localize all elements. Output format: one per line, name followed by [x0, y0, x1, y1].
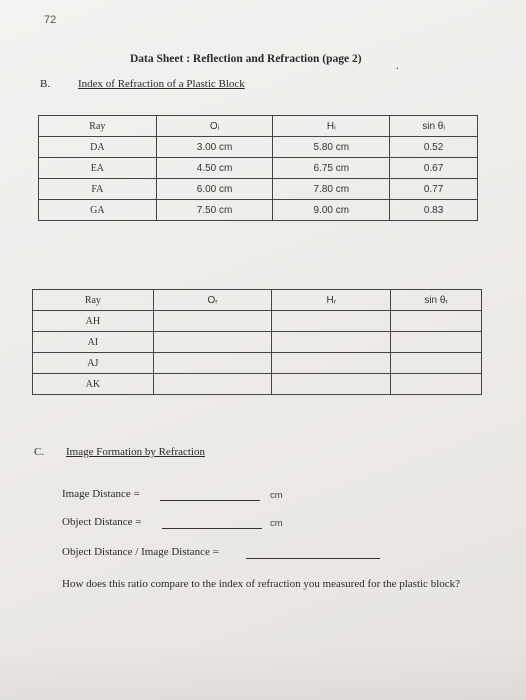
cell-ray: FA [39, 179, 157, 200]
object-distance-blank[interactable] [162, 527, 262, 529]
table-header-row [39, 116, 478, 137]
paper-shadow [0, 640, 526, 700]
header-hypotenuse: Hᵣ [272, 290, 391, 311]
table-row [33, 332, 482, 353]
cell-hypotenuse [272, 311, 391, 332]
header-ray: Ray [33, 290, 154, 311]
table-row [33, 353, 482, 374]
cell-opposite [153, 311, 272, 332]
page-title: Data Sheet : Reflection and Refraction (page 2) [130, 53, 362, 65]
cell-ray: GA [39, 200, 157, 221]
cell-opposite: 3.00 cm [156, 137, 273, 158]
cell-ray: AI [33, 332, 154, 353]
cell-hypotenuse: 7.80 cm [273, 179, 390, 200]
table-row [33, 311, 482, 332]
section-b-heading: Index of Refraction of a Plastic Block [78, 78, 245, 90]
table-row [39, 137, 478, 158]
section-c-letter: C. [34, 446, 45, 458]
object-distance-unit: cm [270, 518, 283, 529]
header-ray: Ray [39, 116, 157, 137]
image-distance-unit: cm [270, 490, 283, 501]
ratio-label: Object Distance / Image Distance = [62, 546, 219, 558]
cell-ray: AH [33, 311, 154, 332]
cell-ray: AJ [33, 353, 154, 374]
image-distance-blank[interactable] [160, 499, 260, 501]
section-c-heading: Image Formation by Refraction [66, 446, 205, 458]
ratio-blank[interactable] [246, 557, 380, 559]
cell-sine [391, 374, 482, 395]
cell-opposite: 6.00 cm [156, 179, 273, 200]
cell-opposite: 4.50 cm [156, 158, 273, 179]
table-row [33, 374, 482, 395]
cell-hypotenuse [272, 353, 391, 374]
cell-sine: 0.52 [390, 137, 478, 158]
cell-opposite: 7.50 cm [156, 200, 273, 221]
table-row [39, 158, 478, 179]
cell-sine: 0.77 [390, 179, 478, 200]
header-sine: sin θᵣ [391, 290, 482, 311]
cell-ray: DA [39, 137, 157, 158]
cell-hypotenuse [272, 374, 391, 395]
cell-opposite [153, 332, 272, 353]
table-row [39, 179, 478, 200]
image-distance-label: Image Distance = [62, 488, 140, 500]
cell-hypotenuse [272, 332, 391, 353]
cell-opposite [153, 353, 272, 374]
cell-ray: EA [39, 158, 157, 179]
cell-hypotenuse: 6.75 cm [273, 158, 390, 179]
comparison-question: How does this ratio compare to the index of refraction you measured for the plastic block? [62, 578, 461, 590]
object-distance-label: Object Distance = [62, 516, 142, 528]
cell-opposite [153, 374, 272, 395]
header-opposite: Oᵢ [156, 116, 273, 137]
incident-ray-table [38, 115, 478, 221]
table-row [39, 200, 478, 221]
cell-sine [391, 353, 482, 374]
stray-dot: . [396, 60, 399, 72]
header-sine: sin θᵢ [390, 116, 478, 137]
refracted-ray-table [32, 289, 482, 395]
section-b-letter: B. [40, 78, 51, 90]
header-hypotenuse: Hᵢ [273, 116, 390, 137]
cell-sine: 0.67 [390, 158, 478, 179]
table-header-row [33, 290, 482, 311]
cell-ray: AK [33, 374, 154, 395]
cell-sine: 0.83 [390, 200, 478, 221]
cell-sine [391, 311, 482, 332]
cell-hypotenuse: 5.80 cm [273, 137, 390, 158]
cell-hypotenuse: 9.00 cm [273, 200, 390, 221]
page-number: 72 [44, 14, 57, 26]
cell-sine [391, 332, 482, 353]
header-opposite: Oᵣ [153, 290, 272, 311]
